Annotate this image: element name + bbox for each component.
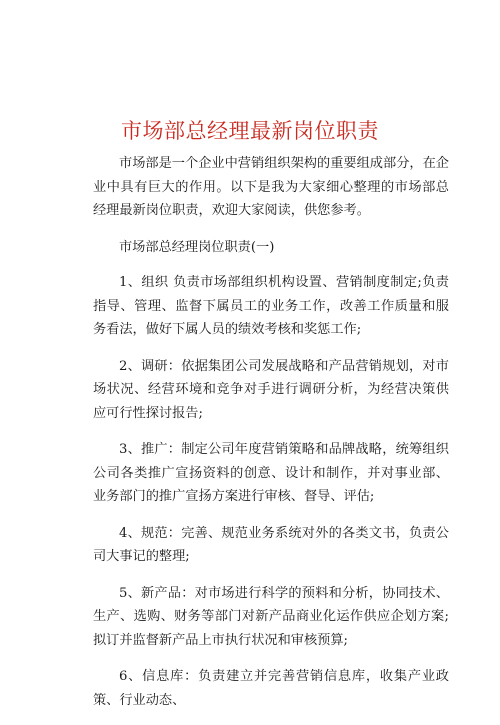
duty-item-info-library: 6、信息库：负责建立并完善营销信息库，收集产业政策、行业动态、	[93, 669, 449, 708]
duty-item-new-product: 5、新产品：对市场进行科学的预料和分析，协同技术、生产、选购、财务等部门对新产品商业化运作供应企划方案;拟订并监督新产品上市执行状况和审核预算;	[93, 585, 449, 648]
duty-item-promotion: 3、推广：制定公司年度营销策略和品牌战略，统筹组织公司各类推广宣扬资料的创意、设计和制作，并对事业部、业务部门的推广宣扬方案进行审核、督导、评估;	[93, 442, 449, 504]
duty-item-organize: 1、组织 负责市场部组织机构设置、营销制度制定;负责指导、管理、监督下属员工的业务工作，改善工作质量和服务看法，做好下属人员的绩效考核和奖惩工作;	[93, 275, 449, 337]
duty-item-research: 2、调研：依据集团公司发展战略和产品营销规划，对市场状况、经营环境和竞争对手进行调研分析，为经营决策供应可行性探讨报告;	[93, 358, 449, 421]
section-heading: 市场部总经理岗位职责(一)	[119, 239, 275, 255]
document-body	[93, 152, 449, 725]
duty-item-standards: 4、规范：完善、规范业务系统对外的各类文书，负责公司大事记的整理;	[93, 525, 449, 564]
document-title: 市场部总经理最新岗位职责	[121, 119, 379, 144]
intro-paragraph: 市场部是一个企业中营销组织架构的重要组成部分，在企业中具有巨大的作用。以下是我为大家细心整理的市场部总经理最新岗位职责，欢迎大家阅读，供您参考。	[93, 156, 449, 218]
